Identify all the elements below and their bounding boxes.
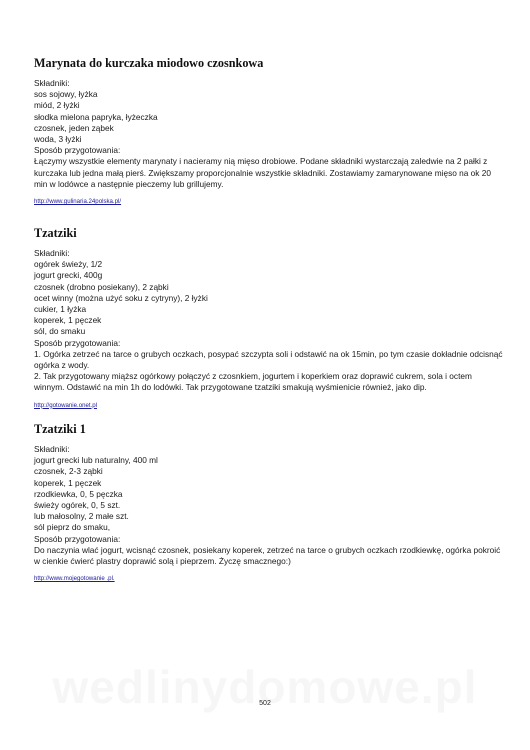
ingredient-line: słodka mielona papryka, łyżeczka: [34, 111, 158, 122]
ingredient-line: czosnek, jeden ząbek: [34, 122, 114, 133]
ingredients-heading: Składniki:: [34, 444, 70, 454]
ingredient-line: rzodkiewka, 0, 5 pęczka: [34, 488, 123, 499]
ingredient-line: sól, do smaku: [34, 326, 86, 337]
preparation-text: Łączymy wszystkie elementy marynaty i nacieramy nią mięso drobiowe. Podane składniki wystarczają zaledwie na 2 pałki z kurczaka lub jedna małą pierś. Zwiększamy proporcjonalnie wszystkie składniki. Zostawiamy zamarynowane mięso na ok 20 min w lodówce a następnie pieczemy lub grillujemy.: [34, 156, 491, 189]
preparation-heading: Sposób przygotowania:: [34, 337, 121, 348]
preparation-heading: Sposób przygotowania:: [34, 145, 121, 156]
ingredient-line: ogórek świeży, 1/2: [34, 259, 103, 270]
ingredients-heading: Składniki:: [34, 248, 70, 258]
recipe-section-marynata: [34, 56, 504, 208]
recipe-title: Marynata do kurczaka miodowo czosnkowa: [34, 56, 264, 70]
ingredient-line: czosnek, 2-3 ząbki: [34, 466, 103, 477]
source-link[interactable]: http://gotowanie.onet.pl: [34, 401, 98, 409]
source-link[interactable]: http://www.mojegotowanie .pl.: [34, 575, 115, 583]
recipe-section-tzatziki-1: [34, 422, 504, 585]
ingredient-line: cukier, 1 łyżka: [34, 304, 87, 315]
ingredient-line: koperek, 1 pęczek: [34, 477, 102, 488]
ingredient-line: lub małosolny, 2 małe szt.: [34, 511, 129, 522]
recipe-section-tzatziki: [34, 226, 504, 412]
ingredient-line: jogurt grecki lub naturalny, 400 ml: [34, 455, 158, 466]
preparation-heading: Sposób przygotowania:: [34, 533, 121, 544]
ingredients-heading: Składniki:: [34, 78, 70, 88]
ingredient-line: woda, 3 łyżki: [34, 134, 82, 145]
preparation-text: Do naczynia wlać jogurt, wcisnąć czosnek, posiekany koperek, zetrzeć na tarce o grubych oczkach rzodkiewkę, ogórka pokroić w cienkie ćwierć plastry doprawić solą i pieprzem. Życzę smacznego:): [34, 544, 501, 567]
ingredient-line: sos sojowy, łyżka: [34, 89, 98, 100]
recipe-title: Tzatziki: [34, 226, 77, 240]
page-number: 502: [259, 700, 271, 707]
preparation-step-2: 2. Tak przygotowany miąższ ogórkowy połączyć z czosnkiem, jogurtem i koperkiem oraz doprawić cukrem, sola i octem winnym. Odstawić na min 1h do lodówki. Tak przygotowane tzatziki smakują wyśmienicie również, jako dip.: [34, 371, 472, 393]
ingredient-line: miód, 2 łyżki: [34, 100, 80, 111]
source-link[interactable]: http://www.gulinaria.24polska.pl/: [34, 198, 122, 206]
ingredient-line: koperek, 1 pęczek: [34, 315, 102, 326]
ingredient-line: czosnek (drobno posiekany), 2 ząbki: [34, 281, 169, 292]
preparation-step-1: 1. Ogórka zetrzeć na tarce o grubych oczkach, posypać szczypta soli i odstawić na ok 15min, po tym czasie dokładnie odcisnąć ogórka z wody.: [34, 348, 503, 371]
recipe-title: Tzatziki 1: [34, 422, 86, 436]
ingredient-line: świeży ogórek, 0, 5 szt.: [34, 500, 121, 511]
ingredient-line: sól pieprz do smaku,: [34, 522, 111, 533]
ingredient-line: ocet winny (można użyć soku z cytryny), 2 łyżki: [34, 292, 208, 303]
ingredient-line: jogurt grecki, 400g: [34, 270, 103, 281]
